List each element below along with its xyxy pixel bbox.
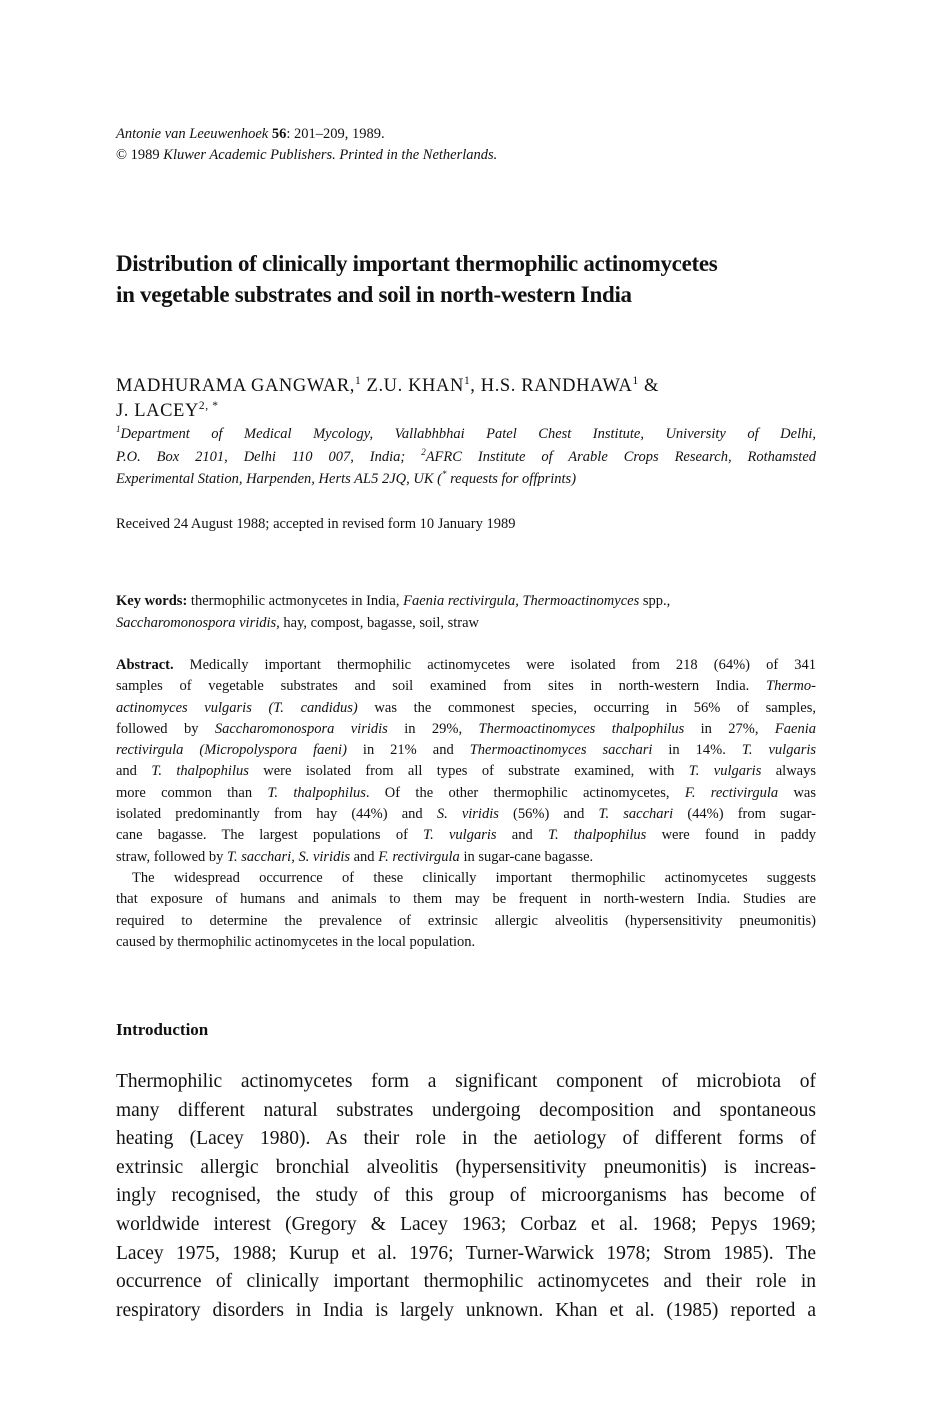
keywords: Key words: thermophilic actmonycetes in India, Faenia rectivirgula, Thermoactinomyces spp., Saccharomonospora viridis, hay, compost, bagasse, soil, straw [116,593,671,631]
abstract-paragraph: The widespread occurrence of these clinically important thermophilic actinomycetes suggests that exposure of humans and animals to them may be frequent in north-western India. Studies are required to determine the prevalence of extrinsic allergic alveolitis (hypersensitivity pneumonitis) caused by thermophilic actinomycetes in the local population. [116,869,816,950]
journal-copyright: © 1989 Kluwer Academic Publishers. Printed in the Netherlands. [116,147,498,163]
paper-title: Distribution of clinically important thermophilic actinomycetes in vegetable substrates and soil in north-western India [116,251,718,307]
introduction-body: Thermophilic actinomycetes form a significant component of microbiota of many different natural substrates undergoing decomposition and spontaneous heating (Lacey 1980). As their role in the aetiology of different forms of extrinsic allergic bronchial alveolitis (hypersensitivity pneumonitis) is increas- ingly recognised, the study of this group of microorganisms has become of worldwide interest (Gregory & Lacey 1963; Corbaz et al. 1968; Pepys 1969; Lacey 1975, 1988; Kurup et al. 1976; Turner-Warwick 1978; Strom 1985). The occurrence of clinically important thermophilic actinomycetes and their role in respiratory disorders in India is largely unknown. Khan et al. (1985) reported a [116,1071,816,1321]
abstract-paragraph: Abstract. Medically important thermophilic actinomycetes were isolated from 218 (64%) of 341 samples of vegetable substrates and soil examined from sites in north-western India. Thermo- actinomyces vulgaris (T. candidus) was the commonest species, occurring in 56% of samples, followed by Saccharomonospora viridis in 29%, Thermoactinomyces thalpophilus in 27%, Faenia rectivirgula (Micropolyspora faeni) in 21% and Thermoactinomyces sacchari in 14%. T. vulgaris and T. thalpophilus were isolated from all types of substrate examined, with T. vulgaris always more common than T. thalpophilus. Of the other thermophilic actinomycetes, F. rectivirgula was isolated predominantly from hay (44%) and S. viridis (56%) and T. sacchari (44%) from sugar- cane bagasse. The largest populations of T. vulgaris and T. thalpophilus were found in paddy straw, followed by T. sacchari, S. viridis and F. rectivirgula in sugar-cane bagasse. [116,657,817,865]
affiliations: $^1$Department of Medical Mycology, Vallabhbhai Patel Chest Institute, University of Delhi, P.O. Box 2101, Delhi 110 007, India; $^2$AFRC Institute of Arable Crops Research, Rothamsted Experimental Station, Harpenden, Herts AL5 2JQ, UK (* requests for offprints) [116,424,817,487]
author-list: MADHURAMA GANGWAR,$^1$ Z.U. KHAN$^1$, H.S. RANDHAWA$^1$ & J. $LACEY^{2, *}$ [116,374,660,421]
abstract [116,655,816,953]
journal-reference [116,124,816,166]
section-heading-introduction: Introduction [116,1020,209,1039]
received-dates: Received 24 August 1988; accepted in revised form 10 January 1989 [116,516,516,532]
journal-citation: Antonie van Leeuwenhoek 56: 201–209, 1989. [116,126,385,142]
